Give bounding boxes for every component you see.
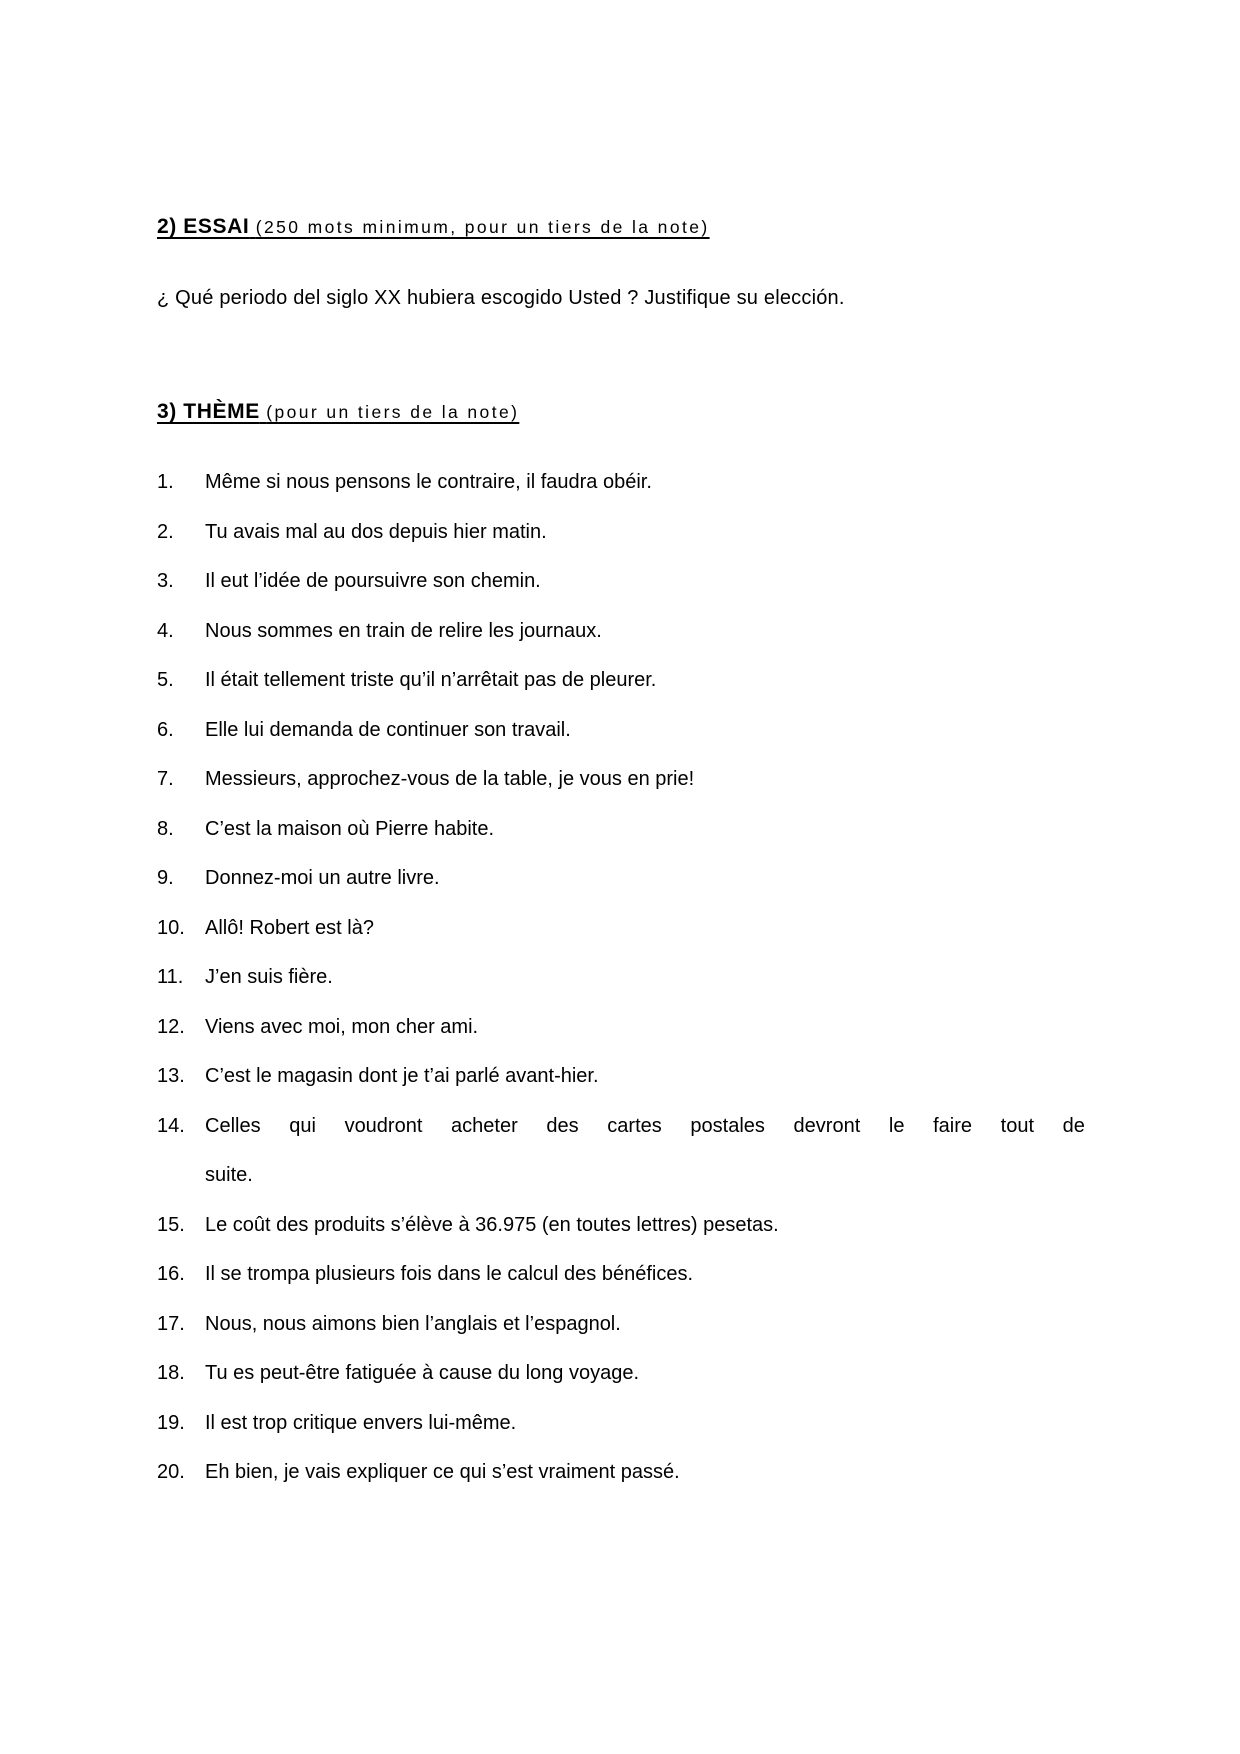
list-item: [157, 508, 1085, 558]
item-text: Nous, nous aimons bien l’anglais et l’espagnol.: [205, 1312, 621, 1335]
item-number: 19.: [157, 1411, 185, 1434]
list-item: [157, 1448, 1085, 1498]
item-number: 20.: [157, 1461, 185, 1484]
list-item: [157, 854, 1085, 904]
essai-question: ¿ Qué periodo del siglo XX hubiera escogido Usted ? Justifique su elección.: [157, 287, 845, 310]
list-item: [157, 1250, 1085, 1300]
item-text: Il est trop critique envers lui-même.: [205, 1411, 517, 1434]
theme-sentence-list: [157, 458, 1085, 1498]
essai-heading: [157, 214, 1085, 239]
list-item: [157, 607, 1085, 657]
item-number: 9.: [157, 867, 174, 890]
list-item: [157, 1201, 1085, 1251]
item-text-line-justified: Celles qui voudront acheter des cartes postales devront le faire tout de: [205, 1114, 1085, 1137]
list-item: [157, 557, 1085, 607]
item-number: 4.: [157, 619, 174, 642]
item-number: 10.: [157, 916, 185, 939]
list-item: [157, 904, 1085, 954]
item-text: Eh bien, je vais expliquer ce qui s’est vraiment passé.: [205, 1461, 680, 1484]
item-text: C’est le magasin dont je t’ai parlé avant-hier.: [205, 1065, 599, 1088]
item-number: 14.: [157, 1114, 185, 1137]
item-text: C’est la maison où Pierre habite.: [205, 817, 495, 840]
item-text: Tu avais mal au dos depuis hier matin.: [205, 520, 547, 543]
item-text: Il était tellement triste qu’il n’arrêtait pas de pleurer.: [205, 669, 657, 692]
item-number: 1.: [157, 471, 174, 494]
essai-heading-title: 2) ESSAI: [157, 215, 250, 238]
item-number: 18.: [157, 1362, 185, 1385]
list-item: [157, 1102, 1085, 1201]
item-text-line: suite.: [205, 1164, 253, 1187]
item-text: Nous sommes en train de relire les journaux.: [205, 619, 602, 642]
item-number: 17.: [157, 1312, 185, 1335]
item-number: 11.: [157, 966, 184, 989]
theme-heading-title: 3) THÈME: [157, 400, 260, 424]
item-text: Il eut l’idée de poursuivre son chemin.: [205, 570, 541, 593]
item-text: Tu es peut-être fatiguée à cause du long voyage.: [205, 1362, 639, 1385]
item-number: 13.: [157, 1065, 185, 1088]
item-number: 12.: [157, 1015, 185, 1038]
item-text: Il se trompa plusieurs fois dans le calcul des bénéfices.: [205, 1263, 694, 1286]
item-text: J’en suis fière.: [205, 966, 333, 989]
item-number: 3.: [157, 570, 174, 593]
list-item: [157, 706, 1085, 756]
item-number: 15.: [157, 1213, 185, 1236]
item-text: Donnez-moi un autre livre.: [205, 867, 440, 890]
item-text: Viens avec moi, mon cher ami.: [205, 1015, 479, 1038]
list-item: [157, 1399, 1085, 1449]
item-number: 6.: [157, 718, 174, 741]
item-text: [205, 1102, 1085, 1201]
list-item: [157, 805, 1085, 855]
item-number: 16.: [157, 1263, 185, 1286]
essai-heading-note: (250 mots minimum, pour un tiers de la note): [255, 217, 710, 237]
list-item: [157, 1349, 1085, 1399]
item-number: 7.: [157, 768, 174, 791]
item-number: 5.: [157, 669, 174, 692]
theme-heading-note: (pour un tiers de la note): [266, 402, 520, 423]
list-item: [157, 458, 1085, 508]
list-item: [157, 1300, 1085, 1350]
item-text: Allô! Robert est là?: [205, 916, 374, 939]
item-text: Elle lui demanda de continuer son travail.: [205, 718, 571, 741]
list-item: [157, 953, 1085, 1003]
list-item: [157, 1052, 1085, 1102]
list-item: [157, 1003, 1085, 1053]
item-number: 8.: [157, 817, 174, 840]
list-item: [157, 656, 1085, 706]
theme-heading: [157, 399, 1085, 424]
item-text: Même si nous pensons le contraire, il faudra obéir.: [205, 471, 652, 494]
item-text: Messieurs, approchez-vous de la table, je vous en prie!: [205, 768, 695, 791]
list-item: [157, 755, 1085, 805]
item-text: Le coût des produits s’élève à 36.975 (en toutes lettres) pesetas.: [205, 1213, 779, 1236]
item-number: 2.: [157, 520, 174, 543]
